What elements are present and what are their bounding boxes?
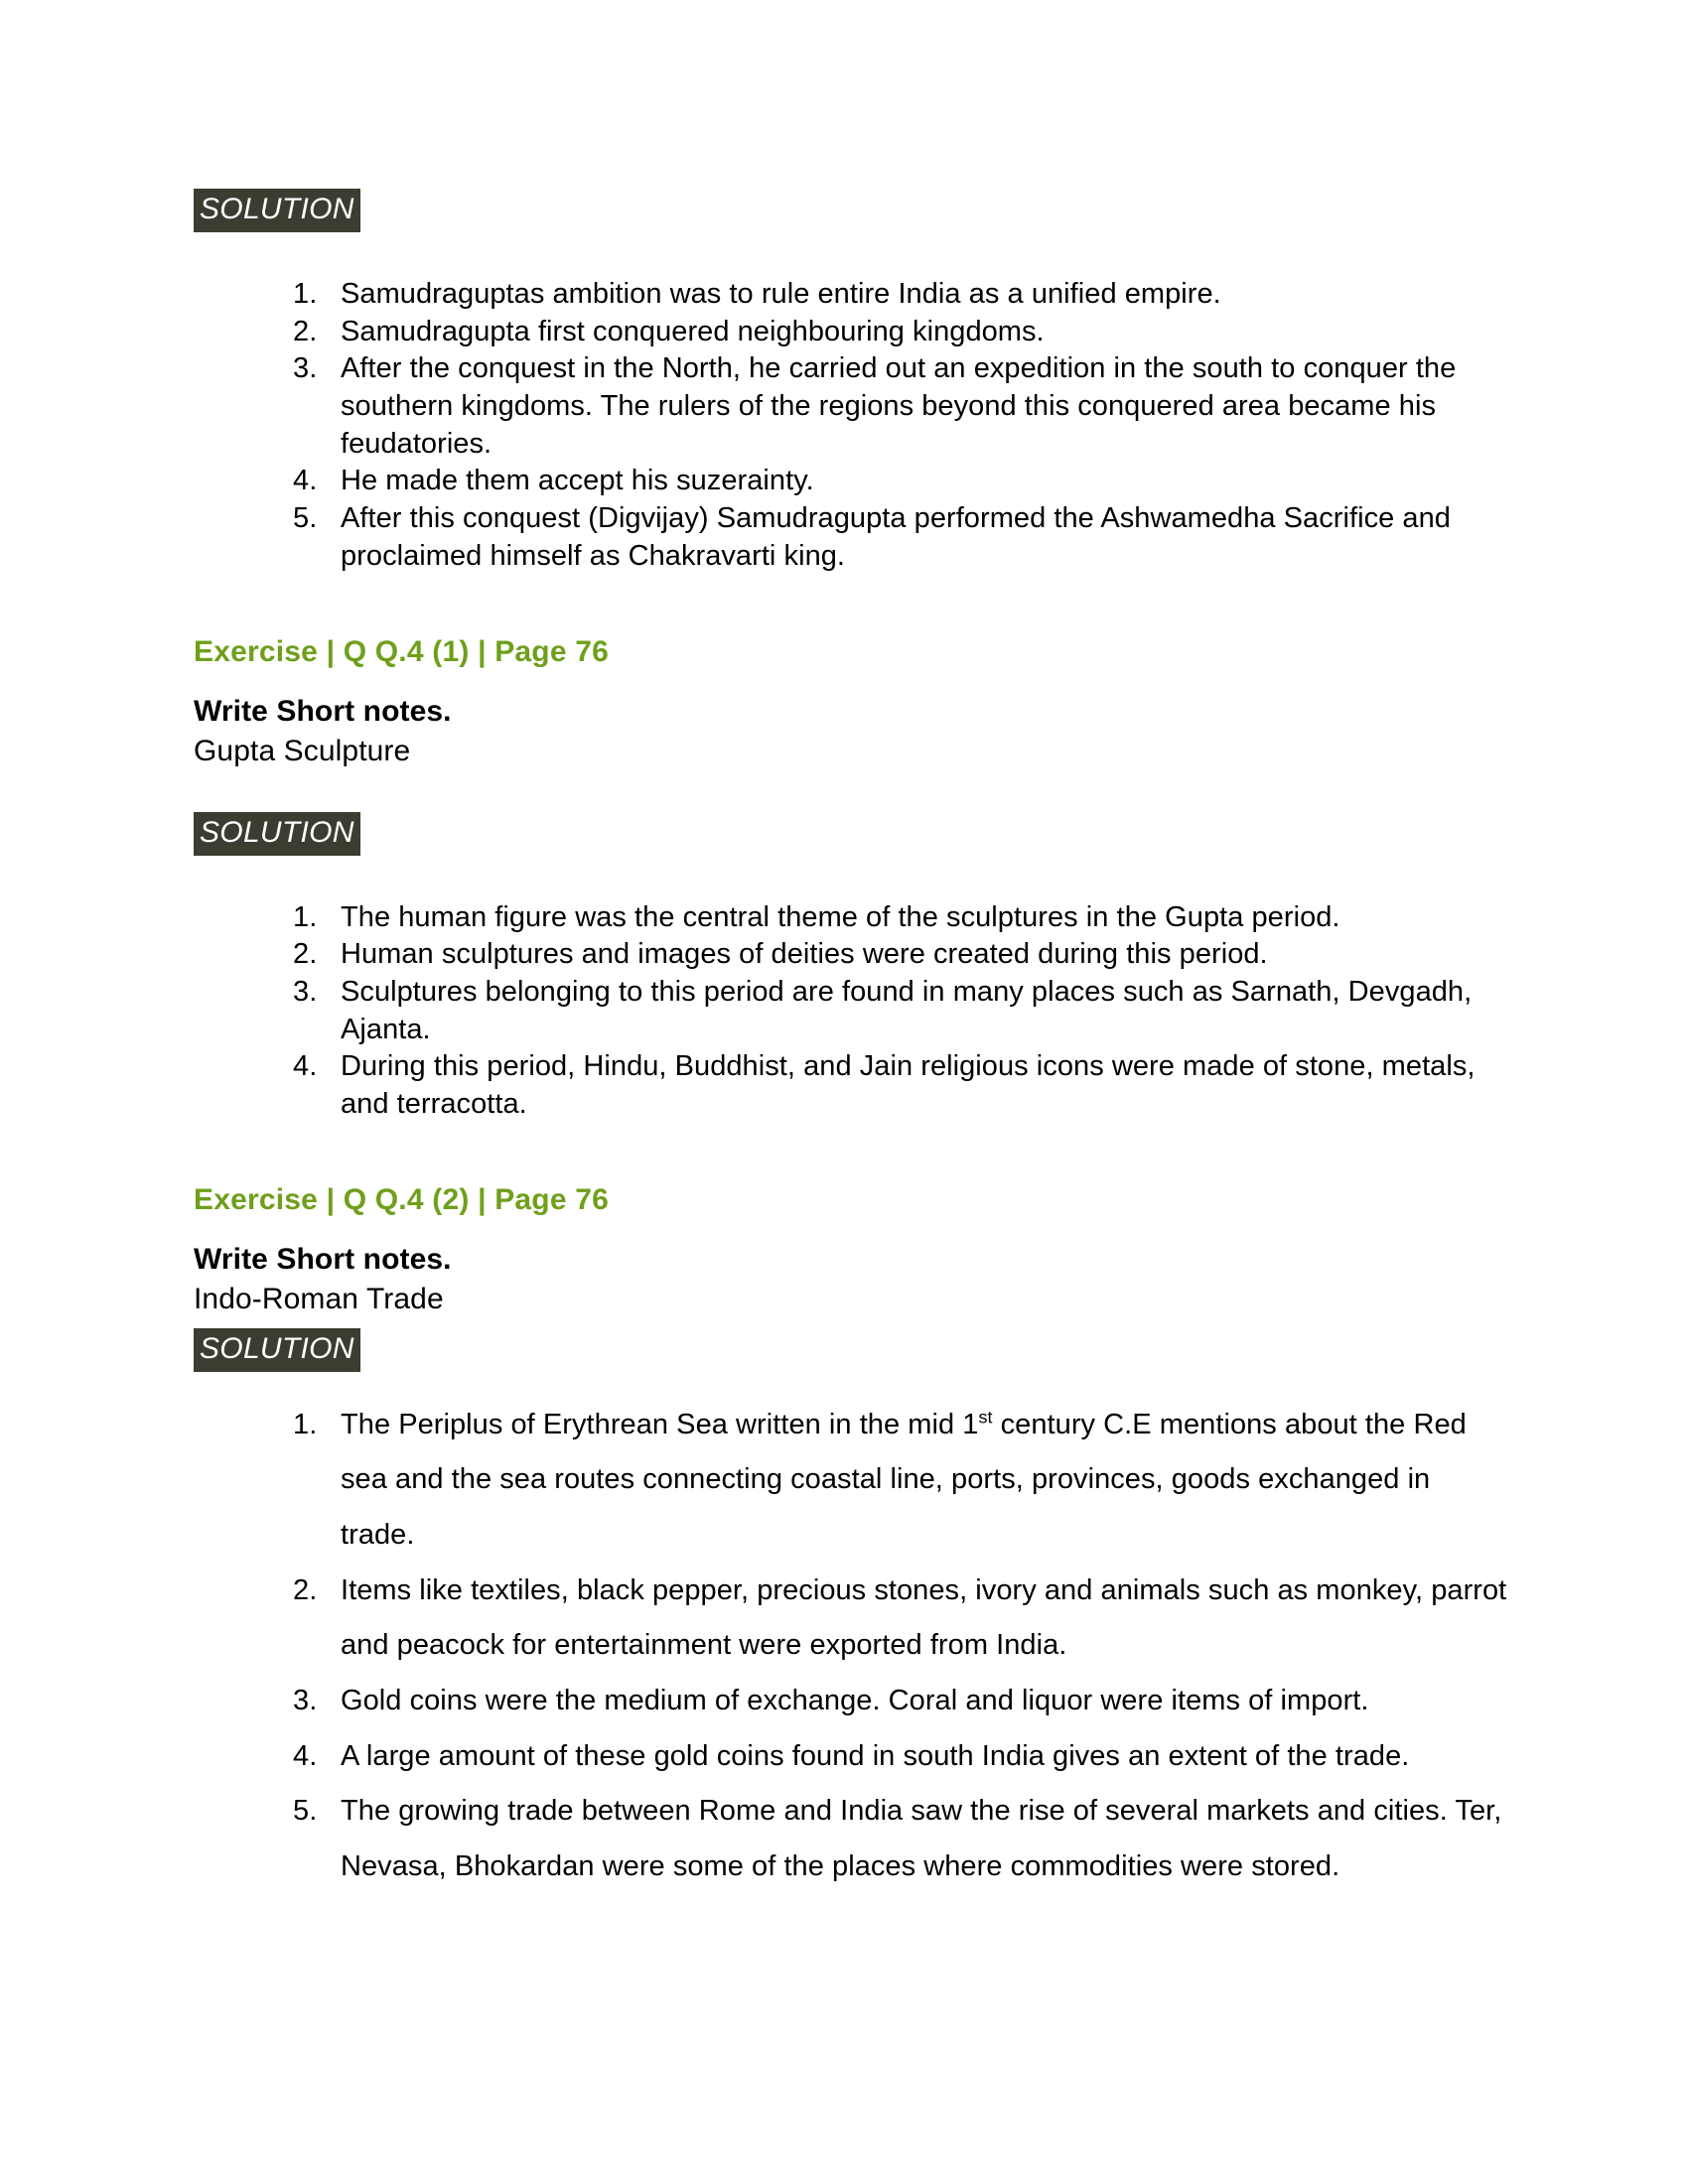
answer-list-1 <box>194 276 1509 576</box>
question-prompt: Write Short notes. <box>194 694 452 728</box>
list-item: Human sculptures and images of deities were created during this period. <box>341 938 1268 971</box>
spacer <box>194 669 1509 695</box>
spacer <box>194 576 1509 635</box>
answer-list-2 <box>194 899 1509 1124</box>
list-item: The Periplus of Erythrean Sea written in the mid 1st century C.E mentions about the Red sea and the sea routes connecting coastal line, ports, provinces, goods exchanged in trade. <box>341 1406 1467 1551</box>
solution-section-1 <box>194 189 1509 576</box>
spacer <box>194 232 1509 276</box>
question-subtitle: Gupta Sculpture <box>194 734 411 767</box>
spacer <box>194 1316 1509 1328</box>
spacer <box>194 856 1509 899</box>
list-item: After this conquest (Digvijay) Samudragupta performed the Ashwamedha Sacrifice and proclaimed himself as Chakravarti king. <box>341 502 1451 572</box>
spacer <box>194 1372 1509 1398</box>
list-item: During this period, Hindu, Buddhist, and Jain religious icons were made of stone, metals, and terracotta. <box>341 1050 1476 1120</box>
list-item: Gold coins were the medium of exchange. Coral and liquor were items of import. <box>341 1684 1369 1716</box>
solution-badge: SOLUTION <box>194 1328 360 1372</box>
exercise-section-q4-1 <box>194 635 1509 1124</box>
list-item: The growing trade between Rome and India saw the rise of several markets and cities. Ter, Nevasa, Bhokardan were some of the places where commodities were stored. <box>341 1795 1502 1882</box>
exercise-heading: Exercise | Q Q.4 (1) | Page 76 <box>194 634 610 668</box>
spacer <box>194 1124 1509 1183</box>
list-item: Items like textiles, black pepper, precious stones, ivory and animals such as monkey, parrot and peacock for entertainment were exported from India. <box>341 1573 1507 1662</box>
list-item: He made them accept his suzerainty. <box>341 465 814 497</box>
exercise-section-q4-2 <box>194 1183 1509 1895</box>
list-item: After the conquest in the North, he carried out an expedition in the south to conquer the southern kingdoms. The rulers of the regions beyond this conquered area became his feudatories. <box>341 352 1457 460</box>
list-item: Sculptures belonging to this period are found in many places such as Sarnath, Devgadh, Ajanta. <box>341 975 1473 1045</box>
list-item: A large amount of these gold coins found in south India gives an extent of the trade. <box>341 1739 1410 1772</box>
solution-badge: SOLUTION <box>194 812 360 856</box>
spacer <box>194 1217 1509 1243</box>
spacer <box>194 768 1509 812</box>
question-subtitle: Indo-Roman Trade <box>194 1282 444 1315</box>
question-prompt: Write Short notes. <box>194 1242 452 1276</box>
solution-badge: SOLUTION <box>194 189 360 232</box>
exercise-heading: Exercise | Q Q.4 (2) | Page 76 <box>194 1182 610 1216</box>
answer-list-3 <box>194 1398 1509 1895</box>
list-item: The human figure was the central theme of the sculptures in the Gupta period. <box>341 900 1340 933</box>
list-item: Samudragupta first conquered neighbouring kingdoms. <box>341 315 1045 347</box>
list-item: Samudraguptas ambition was to rule entire India as a unified empire. <box>341 278 1221 310</box>
